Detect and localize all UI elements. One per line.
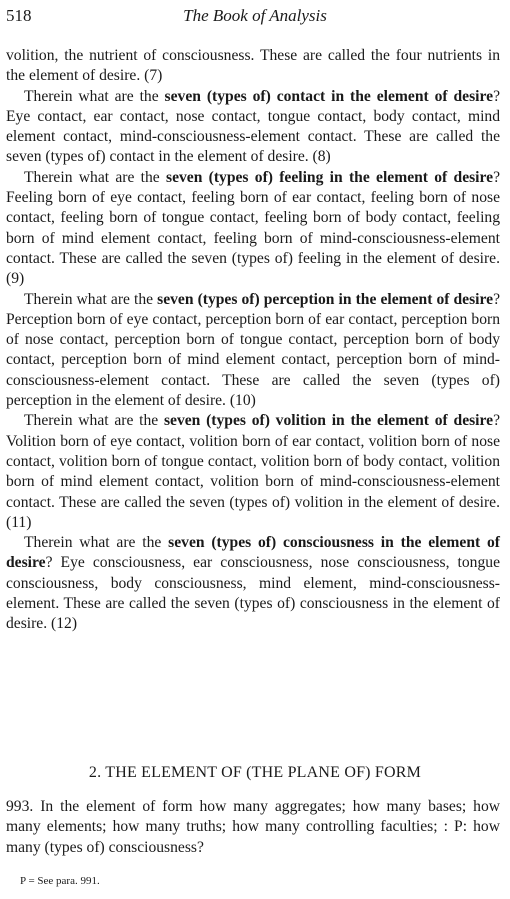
paragraph-993: 993. In the element of form how many aggregates; how many bases; how many elements; how many truths; how many controlling faculties; : P: how many (types of) consciousness? (6, 798, 500, 856)
paragraph-text: ? Eye contact, ear contact, nose contact, tongue contact, body contact, mind element contact, mind-consciousness-element contact. These are called the seven (types of) contact in the element of desire. (8) (6, 87, 500, 166)
page-body (6, 46, 500, 635)
paragraph-text: ? Feeling born of eye contact, feeling born of ear contact, feeling born of nose contact, feeling born of tongue contact, feeling born of body contact, feeling born of mind element contact, feeling born of mind-consciousness-element contact. These are called the seven (types of) feeling in the element of desire. (9) (6, 168, 500, 288)
paragraph-bold-term: seven (types of) perception in the element of desire (157, 290, 494, 308)
paragraph-text: Therein what are the (24, 87, 165, 105)
paragraph-text: Therein what are the (24, 168, 166, 186)
running-title: The Book of Analysis (183, 6, 327, 25)
paragraph-text: ? Eye consciousness, ear consciousness, nose consciousness, tongue consciousness, body consciousness, mind element, mind-consciousness-element. These are called the seven (types of) consciousness in the element of desire. (12) (6, 554, 500, 633)
paragraph-text: Therein what are the (24, 534, 169, 552)
paragraph-9 (6, 168, 500, 290)
footnote: P = See para. 991. (20, 875, 100, 887)
paragraph-bold-term: seven (types of) contact in the element of desire (164, 87, 494, 105)
paragraph-bold-term: seven (types of) volition in the element of desire (163, 412, 494, 430)
paragraph-bold-term: seven (types of) consciousness in the element of desire (6, 534, 500, 572)
paragraph-bold-term: seven (types of) feeling in the element of desire (166, 168, 494, 186)
page-header (6, 6, 504, 32)
paragraph-11 (6, 411, 500, 533)
paragraph-text: ? Perception born of eye contact, perception born of ear contact, perception born of nose contact, perception born of tongue contact, perception born of body contact, perception born of mind element contact, perception born of mind-consciousness-element contact. These are called the seven (types of) perception in the element of desire. (10) (6, 290, 500, 410)
paragraph-10 (6, 290, 500, 412)
paragraph-text: Therein what are the (24, 412, 164, 430)
paragraph-text: volition, the nutrient of consciousness. These are called the four nutrients in the element of desire. (7) (6, 47, 500, 85)
paragraph-12 (6, 533, 500, 634)
section-heading: 2. THE ELEMENT OF (THE PLANE OF) FORM (88, 764, 422, 781)
page-number: 518 (6, 6, 32, 25)
paragraph-text: ? Volition born of eye contact, volition born of ear contact, volition born of nose contact, volition born of tongue contact, volition born of body contact, volition born of mind element contact, volition born of mind-consciousness-element contact. These are called the seven (types of) volition in the element of desire. (11) (6, 412, 500, 531)
paragraph-8 (6, 87, 500, 168)
paragraph-text: Therein what are the (24, 290, 158, 308)
paragraph-7 (6, 46, 500, 87)
